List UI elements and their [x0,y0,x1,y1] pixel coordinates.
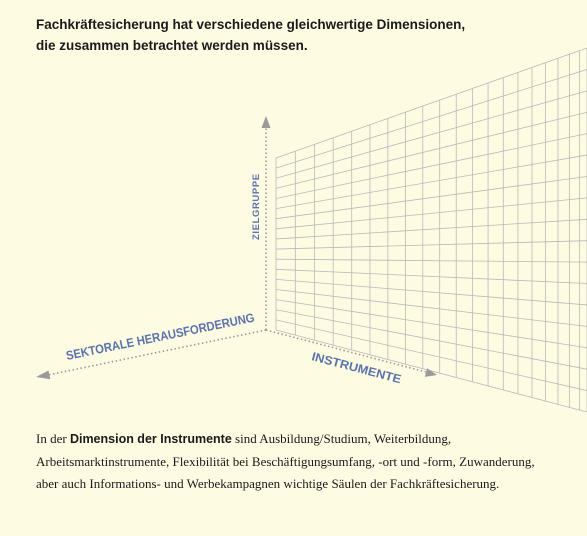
grid-row-line [276,290,587,327]
heading-line-2: die zusammen betrachtet werden müssen. [36,38,308,53]
grid-row-line [276,300,587,348]
grid-row-line [276,69,587,168]
grid-row-line [276,176,587,218]
body-text [36,428,556,496]
grid-row-line [276,330,587,412]
body-text-bold: Dimension der Instrumente [69,432,232,446]
grid-row-line [276,198,587,229]
grid-row-line [276,219,587,239]
grid-row-line [276,279,587,305]
vertical-axis-arrowhead [262,116,271,128]
grid-row-line [276,259,587,262]
grid-row-line [276,241,587,249]
heading-line-1: Fachkräftesicherung hat verschiedene gleichwertige Dimensionen, [36,17,466,32]
body-text-rest: sind Ausbildung/Studium, Weiterbildung, Arbeitsmarktinstrumente, Flexibilität bei Beschäftigungsumfang, -ort und -form, Zuwanderung, aber auch Informations- und Werbekampagnen wichtige Säulen der Fachkräftesicherung. [36,431,535,491]
grid-row-line [276,134,587,199]
grid-row-line [276,155,587,209]
right-axis-label: INSTRUMENTE [310,349,398,385]
left-axis-label: SEKTORALE HERAUSFORDERUNG [64,306,277,363]
left-axis-arrowhead [36,371,50,380]
vertical-axis-label: ZIELGRUPPE [251,173,262,240]
grid-row-line [276,269,587,283]
grid-row-line [276,112,587,188]
grid-row-line [276,48,587,158]
grid-row-line [276,91,587,178]
body-text-prefix: In der [36,431,70,446]
